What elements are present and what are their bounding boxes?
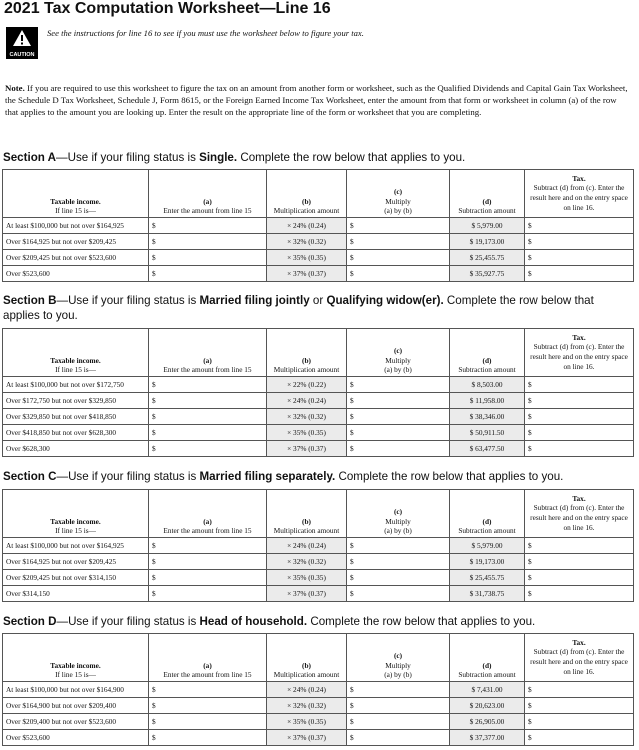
col-d-header xyxy=(450,490,525,538)
col-d-header xyxy=(450,329,525,377)
col-d-header-line-1: (d) xyxy=(482,516,492,526)
section-a-table xyxy=(2,169,634,282)
line-15-amount-field[interactable]: $ xyxy=(149,266,267,282)
tax-result-field[interactable]: $ xyxy=(525,730,634,746)
instruction-text: See the instructions for line 16 to see if you must use the worksheet below to figure your tax. xyxy=(47,28,364,38)
subtraction-amount: $ 20,623.00 xyxy=(450,698,525,714)
subtraction-amount: $ 50,911.50 xyxy=(450,425,525,441)
col-b-header xyxy=(267,329,347,377)
multiply-result-field[interactable]: $ xyxy=(347,698,450,714)
line-15-amount-field[interactable]: $ xyxy=(149,698,267,714)
table-row xyxy=(3,586,634,602)
line-15-amount-field[interactable]: $ xyxy=(149,682,267,698)
multiply-result-field[interactable]: $ xyxy=(347,730,450,746)
col-c-header xyxy=(347,634,450,682)
multiplication-amount: × 35% (0.35) xyxy=(267,425,347,441)
col-c-header-line-3: (a) by (b) xyxy=(384,206,412,216)
col-b-header-line-2: Multiplication amount xyxy=(273,365,340,375)
taxable-income-range: Over $209,425 but not over $523,600 xyxy=(3,250,149,266)
multiply-result-field[interactable]: $ xyxy=(347,234,450,250)
multiplication-amount: × 32% (0.32) xyxy=(267,698,347,714)
section-b-heading xyxy=(3,293,623,323)
multiply-result-field[interactable]: $ xyxy=(347,570,450,586)
col-c-header-line-1: (c) xyxy=(393,507,403,517)
col-b-header-line-1: (b) xyxy=(302,355,311,365)
multiplication-amount: × 24% (0.24) xyxy=(267,538,347,554)
col-d-header-line-1: (d) xyxy=(482,660,492,670)
section-b-label: Section B xyxy=(3,294,57,307)
col-tax-header xyxy=(525,329,634,377)
line-15-amount-field[interactable]: $ xyxy=(149,586,267,602)
col-d-header-line-1: (d) xyxy=(482,355,492,365)
col-taxable-income-header xyxy=(3,634,149,682)
table-row xyxy=(3,570,634,586)
multiply-result-field[interactable]: $ xyxy=(347,218,450,234)
col-tax-header-line-1: Tax. xyxy=(572,332,586,342)
col-taxable-income-header-line-1: Taxable income. xyxy=(50,660,101,670)
line-15-amount-field[interactable]: $ xyxy=(149,393,267,409)
subtraction-amount: $ 7,431.00 xyxy=(450,682,525,698)
col-b-header xyxy=(267,634,347,682)
multiply-result-field[interactable]: $ xyxy=(347,441,450,457)
caution-badge xyxy=(6,27,38,59)
section-c-intro: —Use if your filing status is xyxy=(56,470,200,483)
taxable-income-range: Over $172,750 but not over $329,850 xyxy=(3,393,149,409)
col-a-header-line-2: Enter the amount from line 15 xyxy=(163,206,252,216)
section-a-status: Single. xyxy=(199,151,238,164)
tax-result-field[interactable]: $ xyxy=(525,266,634,282)
col-taxable-income-header xyxy=(3,490,149,538)
tax-result-field[interactable]: $ xyxy=(525,570,634,586)
line-15-amount-field[interactable]: $ xyxy=(149,234,267,250)
taxable-income-range: Over $314,150 xyxy=(3,586,149,602)
col-b-header xyxy=(267,490,347,538)
caution-icon xyxy=(12,29,32,47)
section-b-intro: —Use if your filing status is xyxy=(56,294,200,307)
multiplication-amount: × 35% (0.35) xyxy=(267,714,347,730)
section-b-status-2: Qualifying widow(er). xyxy=(326,294,444,307)
table-row xyxy=(3,698,634,714)
col-d-header xyxy=(450,170,525,218)
table-row xyxy=(3,409,634,425)
section-c-label: Section C xyxy=(3,470,57,483)
note-body: If you are required to use this worksheet to figure the tax on an amount from another form or worksheet, such as the Qualified Dividends and Capital Gain Tax Worksheet, the Schedule D Tax Worksheet, Schedule J, Form 8615, or the Foreign Earned Income Tax Worksheet, enter the amount from that form or worksheet in column (a) of the row that applies to the amount you are looking up. Enter the result on the appropriate line of the form or worksheet that you are completing. xyxy=(5,83,628,118)
col-c-header-line-1: (c) xyxy=(393,346,403,356)
taxable-income-range: Over $628,300 xyxy=(3,441,149,457)
line-15-amount-field[interactable]: $ xyxy=(149,441,267,457)
table-row xyxy=(3,538,634,554)
col-tax-header-line-1: Tax. xyxy=(572,173,586,183)
multiplication-amount: × 35% (0.35) xyxy=(267,250,347,266)
subtraction-amount: $ 19,173.00 xyxy=(450,234,525,250)
col-c-header-line-2: Multiply xyxy=(385,516,411,526)
subtraction-amount: $ 5,979.00 xyxy=(450,218,525,234)
tax-result-field[interactable]: $ xyxy=(525,682,634,698)
subtraction-amount: $ 37,377.00 xyxy=(450,730,525,746)
page-title: 2021 Tax Computation Worksheet—Line 16 xyxy=(4,0,331,17)
table-row xyxy=(3,377,634,393)
taxable-income-range: At least $100,000 but not over $164,900 xyxy=(3,682,149,698)
multiplication-amount: × 37% (0.37) xyxy=(267,441,347,457)
multiplication-amount: × 32% (0.32) xyxy=(267,234,347,250)
multiplication-amount: × 37% (0.37) xyxy=(267,266,347,282)
section-d-instruction: Complete the row below that applies to you. xyxy=(307,615,536,628)
subtraction-amount: $ 8,503.00 xyxy=(450,377,525,393)
col-d-header xyxy=(450,634,525,682)
col-c-header-line-2: Multiply xyxy=(385,196,411,206)
taxable-income-range: Over $418,850 but not over $628,300 xyxy=(3,425,149,441)
col-b-header-line-1: (b) xyxy=(302,660,311,670)
col-c-header xyxy=(347,170,450,218)
col-c-header-line-1: (c) xyxy=(393,187,403,197)
taxable-income-range: Over $164,900 but not over $209,400 xyxy=(3,698,149,714)
col-tax-header xyxy=(525,490,634,538)
section-d-table xyxy=(2,633,634,746)
line-15-amount-field[interactable]: $ xyxy=(149,730,267,746)
line-15-amount-field[interactable]: $ xyxy=(149,218,267,234)
section-b-status: Married filing jointly xyxy=(199,294,310,307)
col-c-header-line-3: (a) by (b) xyxy=(384,365,412,375)
line-15-amount-field[interactable]: $ xyxy=(149,377,267,393)
tax-result-field[interactable]: $ xyxy=(525,698,634,714)
multiply-result-field[interactable]: $ xyxy=(347,538,450,554)
col-taxable-income-header-line-2: If line 15 is— xyxy=(55,670,96,680)
col-b-header xyxy=(267,170,347,218)
taxable-income-range: Over $209,400 but not over $523,600 xyxy=(3,714,149,730)
tax-result-field[interactable]: $ xyxy=(525,234,634,250)
col-c-header xyxy=(347,490,450,538)
subtraction-amount: $ 63,477.50 xyxy=(450,441,525,457)
table-header-row xyxy=(3,329,634,377)
section-d-status: Head of household. xyxy=(199,615,308,628)
tax-result-field[interactable]: $ xyxy=(525,586,634,602)
table-row xyxy=(3,425,634,441)
note-paragraph xyxy=(5,82,631,119)
col-taxable-income-header-line-1: Taxable income. xyxy=(50,355,101,365)
section-b-or: or xyxy=(309,294,327,307)
col-taxable-income-header-line-1: Taxable income. xyxy=(50,196,101,206)
multiplication-amount: × 24% (0.24) xyxy=(267,682,347,698)
subtraction-amount: $ 5,979.00 xyxy=(450,538,525,554)
col-taxable-income-header-line-2: If line 15 is— xyxy=(55,206,96,216)
col-a-header xyxy=(149,490,267,538)
subtraction-amount: $ 35,927.75 xyxy=(450,266,525,282)
col-taxable-income-header-line-2: If line 15 is— xyxy=(55,365,96,375)
subtraction-amount: $ 25,455.75 xyxy=(450,250,525,266)
col-tax-header xyxy=(525,634,634,682)
col-b-header-line-2: Multiplication amount xyxy=(273,526,340,536)
taxable-income-range: Over $523,600 xyxy=(3,730,149,746)
col-c-header-line-1: (c) xyxy=(393,651,403,661)
table-row xyxy=(3,730,634,746)
line-15-amount-field[interactable]: $ xyxy=(149,538,267,554)
section-a-label: Section A xyxy=(3,151,57,164)
col-c-header-line-2: Multiply xyxy=(385,660,411,670)
col-c-header-line-3: (a) by (b) xyxy=(384,526,412,536)
multiply-result-field[interactable]: $ xyxy=(347,554,450,570)
table-row xyxy=(3,682,634,698)
multiply-result-field[interactable]: $ xyxy=(347,266,450,282)
col-d-header-line-2: Subtraction amount xyxy=(458,670,516,680)
col-d-header-line-2: Subtraction amount xyxy=(458,206,516,216)
col-b-header-line-2: Multiplication amount xyxy=(273,670,340,680)
tax-result-field[interactable]: $ xyxy=(525,425,634,441)
multiply-result-field[interactable]: $ xyxy=(347,425,450,441)
section-c-instruction: Complete the row below that applies to you. xyxy=(335,470,564,483)
col-a-header-line-1: (a) xyxy=(203,196,212,206)
multiply-result-field[interactable]: $ xyxy=(347,377,450,393)
taxable-income-range: At least $100,000 but not over $164,925 xyxy=(3,538,149,554)
multiplication-amount: × 24% (0.24) xyxy=(267,393,347,409)
caution-label: CAUTION xyxy=(9,52,35,58)
taxable-income-range: At least $100,000 but not over $172,750 xyxy=(3,377,149,393)
table-row xyxy=(3,250,634,266)
tax-result-field[interactable]: $ xyxy=(525,554,634,570)
col-tax-header-line-2: Subtract (d) from (c). Enter the result here and on the entry space on line 16. xyxy=(530,183,628,212)
col-b-header-line-2: Multiplication amount xyxy=(273,206,340,216)
multiply-result-field[interactable]: $ xyxy=(347,682,450,698)
tax-result-field[interactable]: $ xyxy=(525,538,634,554)
col-a-header-line-1: (a) xyxy=(203,355,212,365)
subtraction-amount: $ 38,346.00 xyxy=(450,409,525,425)
taxable-income-range: Over $164,925 but not over $209,425 xyxy=(3,234,149,250)
col-taxable-income-header-line-1: Taxable income. xyxy=(50,516,101,526)
subtraction-amount: $ 25,455.75 xyxy=(450,570,525,586)
multiplication-amount: × 32% (0.32) xyxy=(267,409,347,425)
multiply-result-field[interactable]: $ xyxy=(347,409,450,425)
col-a-header xyxy=(149,329,267,377)
line-15-amount-field[interactable]: $ xyxy=(149,250,267,266)
col-a-header-line-2: Enter the amount from line 15 xyxy=(163,365,252,375)
tax-result-field[interactable]: $ xyxy=(525,218,634,234)
tax-result-field[interactable]: $ xyxy=(525,377,634,393)
taxable-income-range: Over $209,425 but not over $314,150 xyxy=(3,570,149,586)
section-c-status: Married filing separately. xyxy=(199,470,336,483)
line-15-amount-field[interactable]: $ xyxy=(149,554,267,570)
tax-result-field[interactable]: $ xyxy=(525,250,634,266)
col-tax-header-line-1: Tax. xyxy=(572,493,586,503)
multiplication-amount: × 24% (0.24) xyxy=(267,218,347,234)
multiplication-amount: × 37% (0.37) xyxy=(267,730,347,746)
tax-result-field[interactable]: $ xyxy=(525,393,634,409)
multiplication-amount: × 32% (0.32) xyxy=(267,554,347,570)
col-tax-header-line-2: Subtract (d) from (c). Enter the result here and on the entry space on line 16. xyxy=(530,647,628,676)
col-taxable-income-header-line-2: If line 15 is— xyxy=(55,526,96,536)
multiply-result-field[interactable]: $ xyxy=(347,393,450,409)
tax-result-field[interactable]: $ xyxy=(525,714,634,730)
col-c-header-line-2: Multiply xyxy=(385,355,411,365)
table-row xyxy=(3,554,634,570)
col-a-header-line-2: Enter the amount from line 15 xyxy=(163,670,252,680)
col-d-header-line-1: (d) xyxy=(482,196,492,206)
taxable-income-range: Over $329,850 but not over $418,850 xyxy=(3,409,149,425)
col-tax-header xyxy=(525,170,634,218)
subtraction-amount: $ 19,173.00 xyxy=(450,554,525,570)
multiply-result-field[interactable]: $ xyxy=(347,586,450,602)
col-b-header-line-1: (b) xyxy=(302,516,311,526)
table-header-row xyxy=(3,490,634,538)
col-a-header-line-1: (a) xyxy=(203,516,212,526)
subtraction-amount: $ 11,958.00 xyxy=(450,393,525,409)
table-row xyxy=(3,714,634,730)
tax-result-field[interactable]: $ xyxy=(525,441,634,457)
col-taxable-income-header xyxy=(3,170,149,218)
section-a-intro: —Use if your filing status is xyxy=(56,151,200,164)
col-c-header-line-3: (a) by (b) xyxy=(384,670,412,680)
line-15-amount-field[interactable]: $ xyxy=(149,570,267,586)
taxable-income-range: Over $523,600 xyxy=(3,266,149,282)
col-tax-header-line-1: Tax. xyxy=(572,637,586,647)
tax-result-field[interactable]: $ xyxy=(525,409,634,425)
section-a-heading xyxy=(3,150,623,165)
section-d-intro: —Use if your filing status is xyxy=(56,615,200,628)
section-b-table xyxy=(2,328,634,457)
table-row xyxy=(3,441,634,457)
subtraction-amount: $ 26,905.00 xyxy=(450,714,525,730)
multiply-result-field[interactable]: $ xyxy=(347,714,450,730)
table-row xyxy=(3,393,634,409)
col-c-header xyxy=(347,329,450,377)
multiplication-amount: × 35% (0.35) xyxy=(267,570,347,586)
section-a-instruction: Complete the row below that applies to you. xyxy=(237,151,466,164)
note-lead: Note. xyxy=(5,83,25,93)
section-c-table xyxy=(2,489,634,602)
multiply-result-field[interactable]: $ xyxy=(347,250,450,266)
section-b-instruction: Complete the row below that applies to you. xyxy=(3,294,594,322)
table-row xyxy=(3,218,634,234)
table-row xyxy=(3,266,634,282)
table-header-row xyxy=(3,634,634,682)
multiplication-amount: × 22% (0.22) xyxy=(267,377,347,393)
taxable-income-range: Over $164,925 but not over $209,425 xyxy=(3,554,149,570)
col-d-header-line-2: Subtraction amount xyxy=(458,365,516,375)
col-taxable-income-header xyxy=(3,329,149,377)
multiplication-amount: × 37% (0.37) xyxy=(267,586,347,602)
table-row xyxy=(3,234,634,250)
col-d-header-line-2: Subtraction amount xyxy=(458,526,516,536)
col-a-header-line-1: (a) xyxy=(203,660,212,670)
col-tax-header-line-2: Subtract (d) from (c). Enter the result here and on the entry space on line 16. xyxy=(530,342,628,371)
col-b-header-line-1: (b) xyxy=(302,196,311,206)
section-d-label: Section D xyxy=(3,615,57,628)
section-d-heading xyxy=(3,614,623,629)
col-a-header xyxy=(149,170,267,218)
line-15-amount-field[interactable]: $ xyxy=(149,714,267,730)
col-a-header-line-2: Enter the amount from line 15 xyxy=(163,526,252,536)
taxable-income-range: At least $100,000 but not over $164,925 xyxy=(3,218,149,234)
section-c-heading xyxy=(3,469,623,484)
table-header-row xyxy=(3,170,634,218)
subtraction-amount: $ 31,738.75 xyxy=(450,586,525,602)
line-15-amount-field[interactable]: $ xyxy=(149,425,267,441)
col-tax-header-line-2: Subtract (d) from (c). Enter the result here and on the entry space on line 16. xyxy=(530,503,628,532)
line-15-amount-field[interactable]: $ xyxy=(149,409,267,425)
col-a-header xyxy=(149,634,267,682)
